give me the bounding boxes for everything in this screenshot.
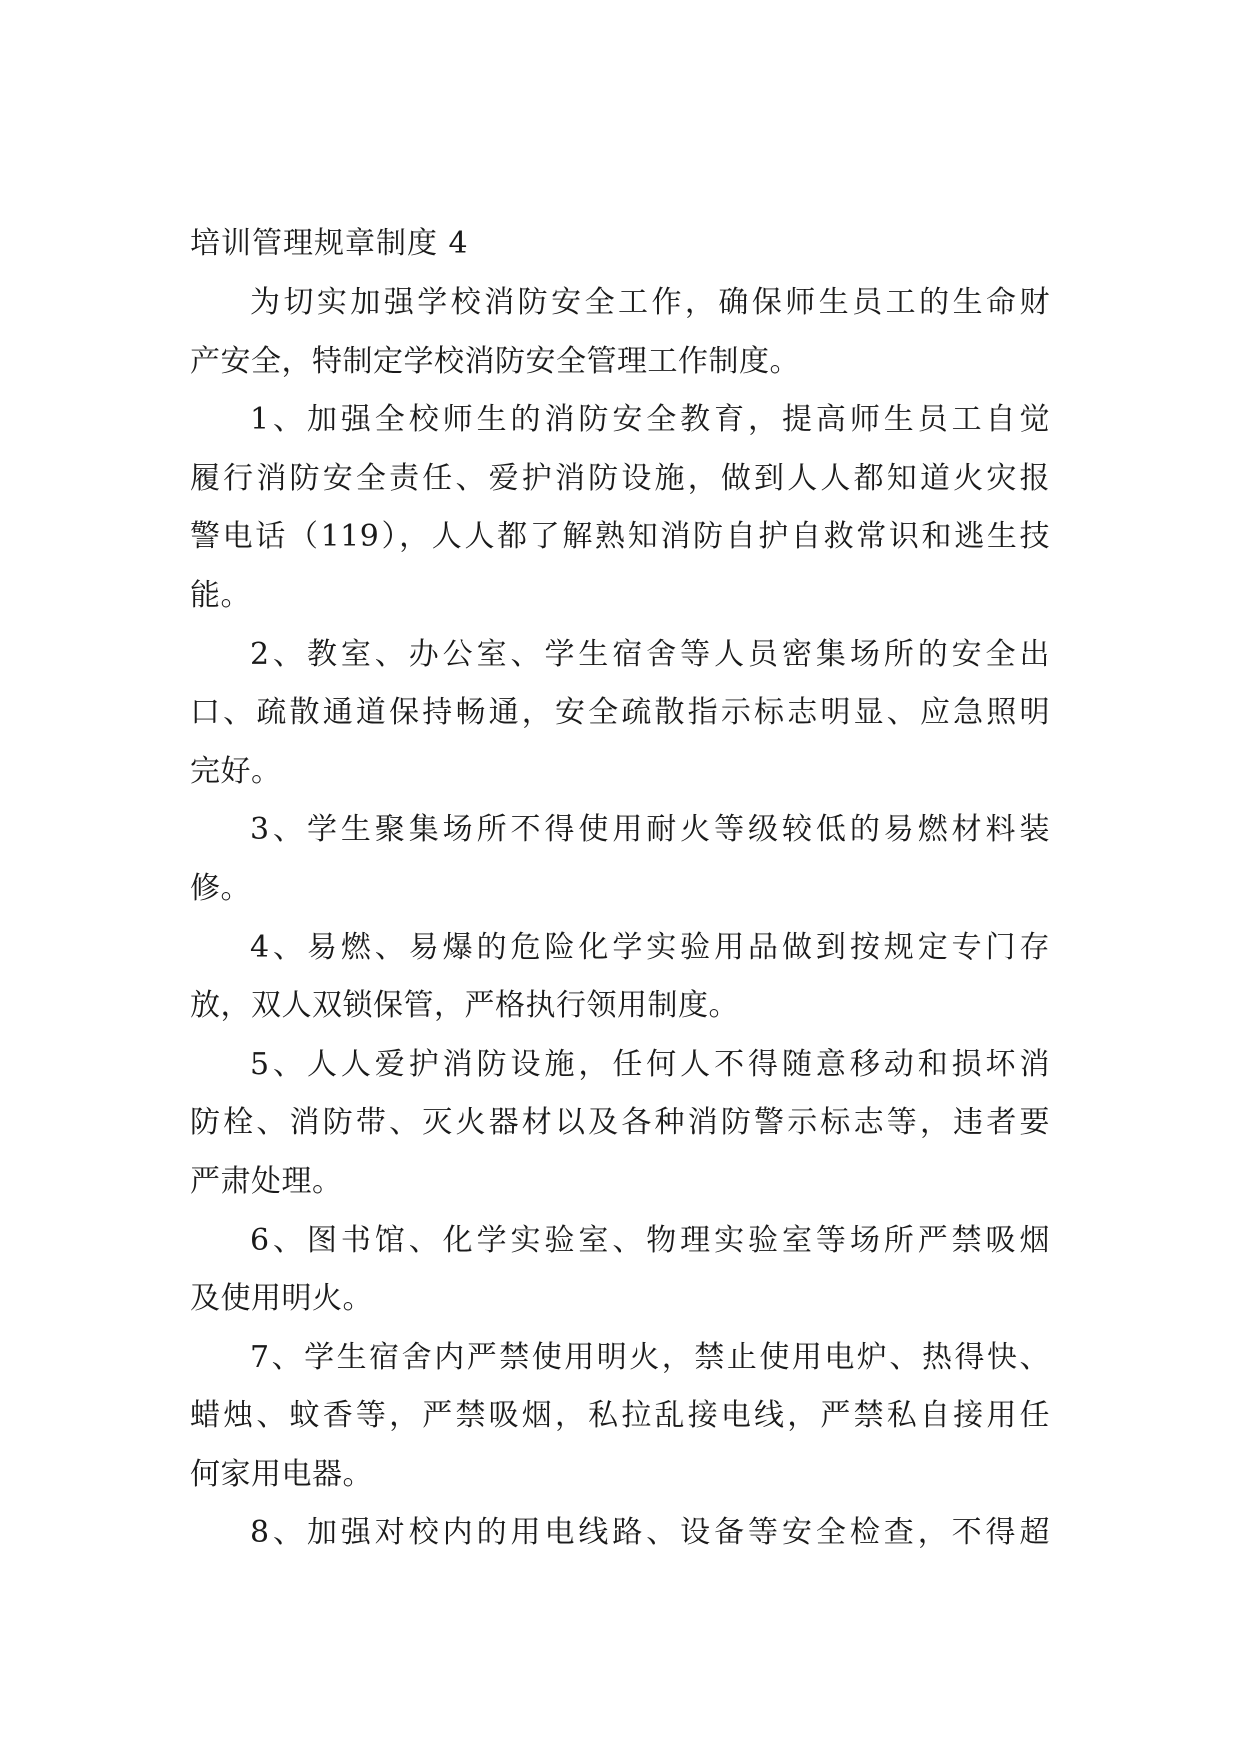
paragraph-line: 严肃处理。: [190, 1163, 343, 1199]
paragraph-item-3: [190, 801, 1050, 918]
paragraph-line: 履行消防安全责任、爱护消防设施，做到人人都知道火灾报: [190, 460, 1050, 496]
paragraph-line: 警电话（119），人人都了解熟知消防自护自救常识和逃生技: [190, 519, 1050, 555]
paragraph-item-7: [190, 1329, 1050, 1505]
paragraph-line: 口、疏散通道保持畅通，安全疏散指示标志明显、应急照明: [190, 695, 1050, 731]
paragraph-item-1: [190, 391, 1050, 625]
paragraph-line: 3、学生聚集场所不得使用耐火等级较低的易燃材料装: [250, 812, 1050, 848]
paragraph-line: 何家用电器。: [190, 1456, 373, 1492]
paragraph-line: 为切实加强学校消防安全工作，确保师生员工的生命财: [250, 285, 1050, 320]
paragraph-item-6: [190, 1212, 1050, 1329]
paragraph-line: 能。: [190, 577, 251, 613]
paragraph-line: 4、易燃、易爆的危险化学实验用品做到按规定专门存: [250, 929, 1050, 965]
paragraph-item-2: [190, 626, 1050, 802]
paragraph-intro: [190, 274, 1050, 391]
paragraph-line: 8、加强对校内的用电线路、设备等安全检查，不得超: [250, 1515, 1050, 1551]
paragraph-item-5: [190, 1036, 1050, 1212]
paragraph-line: 产安全，特制定学校消防安全管理工作制度。: [190, 343, 800, 379]
paragraph-line: 5、人人爱护消防设施，任何人不得随意移动和损坏消: [250, 1046, 1050, 1082]
paragraph-line: 完好。: [190, 753, 282, 789]
paragraph-line: 2、教室、办公室、学生宿舍等人员密集场所的安全出: [250, 636, 1050, 672]
document-title: 培训管理规章制度 4: [190, 226, 469, 261]
paragraph-item-4: [190, 919, 1050, 1036]
paragraph-line: 6、图书馆、化学实验室、物理实验室等场所严禁吸烟: [250, 1222, 1050, 1258]
paragraph-line: 蜡烛、蚊香等，严禁吸烟，私拉乱接电线，严禁私自接用任: [190, 1398, 1050, 1434]
paragraph-line: 防栓、消防带、灭火器材以及各种消防警示标志等，违者要: [190, 1105, 1050, 1141]
paragraph-line: 7、学生宿舍内严禁使用明火，禁止使用电炉、热得快、: [250, 1339, 1050, 1375]
paragraph-line: 修。: [190, 870, 251, 906]
document-body: [190, 214, 1050, 1563]
paragraph-line: 放，双人双锁保管，严格执行领用制度。: [190, 988, 739, 1024]
paragraph-line: 1、加强全校师生的消防安全教育，提高师生员工自觉: [250, 402, 1050, 438]
paragraph-line: 及使用明火。: [190, 1281, 373, 1317]
paragraph-item-8: [190, 1504, 1050, 1563]
